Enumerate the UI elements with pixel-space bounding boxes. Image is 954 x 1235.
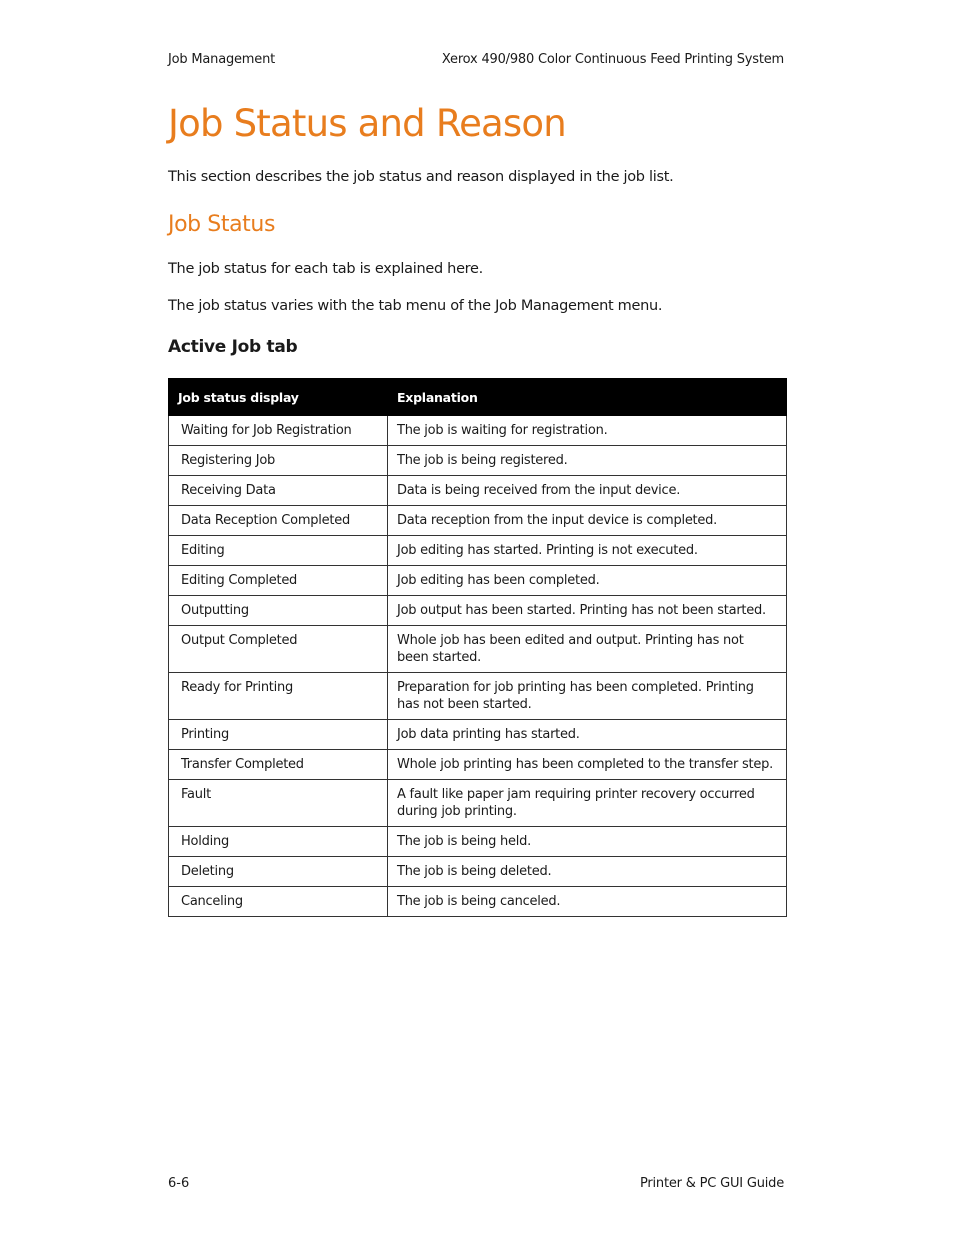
status-display-cell: Holding bbox=[169, 827, 388, 857]
section-paragraph-1: The job status for each tab is explained here. bbox=[168, 261, 483, 277]
table-row bbox=[169, 673, 787, 720]
explanation-cell: The job is waiting for registration. bbox=[388, 416, 787, 446]
status-display-cell: Waiting for Job Registration bbox=[169, 416, 388, 446]
status-display-cell: Editing bbox=[169, 536, 388, 566]
table-row bbox=[169, 446, 787, 476]
table-body bbox=[169, 416, 787, 917]
status-display-cell: Fault bbox=[169, 780, 388, 827]
explanation-cell: Job editing has started. Printing is not executed. bbox=[388, 536, 787, 566]
running-header-section: Job Management bbox=[168, 52, 276, 67]
status-display-cell: Ready for Printing bbox=[169, 673, 388, 720]
explanation-cell: The job is being canceled. bbox=[388, 887, 787, 917]
table-row bbox=[169, 750, 787, 780]
table-row bbox=[169, 780, 787, 827]
footer-guide-title: Printer & PC GUI Guide bbox=[639, 1176, 784, 1191]
explanation-cell: Job output has been started. Printing has not been started. bbox=[388, 596, 787, 626]
table-header-row bbox=[169, 379, 787, 416]
explanation-cell: Whole job printing has been completed to the transfer step. bbox=[388, 750, 787, 780]
status-display-cell: Registering Job bbox=[169, 446, 388, 476]
page-number: 6-6 bbox=[168, 1176, 190, 1191]
running-header-product: Xerox 490/980 Color Continuous Feed Printing System bbox=[441, 52, 784, 67]
status-display-cell: Editing Completed bbox=[169, 566, 388, 596]
table-row bbox=[169, 566, 787, 596]
table-row bbox=[169, 626, 787, 673]
page-title: Job Status and Reason bbox=[168, 102, 566, 145]
table-row bbox=[169, 506, 787, 536]
table-row bbox=[169, 536, 787, 566]
explanation-cell: Whole job has been edited and output. Printing has not been started. bbox=[388, 626, 787, 673]
explanation-cell: Job editing has been completed. bbox=[388, 566, 787, 596]
table-row bbox=[169, 416, 787, 446]
job-status-table bbox=[168, 378, 787, 917]
explanation-cell: The job is being held. bbox=[388, 827, 787, 857]
explanation-cell: Data is being received from the input device. bbox=[388, 476, 787, 506]
header-job-status-display: Job status display bbox=[169, 379, 388, 416]
section-paragraph-2: The job status varies with the tab menu of the Job Management menu. bbox=[168, 298, 663, 314]
status-display-cell: Transfer Completed bbox=[169, 750, 388, 780]
header-explanation: Explanation bbox=[388, 379, 787, 416]
explanation-cell: The job is being registered. bbox=[388, 446, 787, 476]
table-row bbox=[169, 887, 787, 917]
intro-paragraph: This section describes the job status and reason displayed in the job list. bbox=[168, 169, 674, 185]
status-display-cell: Printing bbox=[169, 720, 388, 750]
section-title: Job Status bbox=[168, 212, 276, 237]
explanation-cell: Data reception from the input device is completed. bbox=[388, 506, 787, 536]
subsection-title: Active Job tab bbox=[168, 337, 298, 357]
status-display-cell: Deleting bbox=[169, 857, 388, 887]
table-row bbox=[169, 596, 787, 626]
explanation-cell: Preparation for job printing has been completed. Printing has not been started. bbox=[388, 673, 787, 720]
table-row bbox=[169, 476, 787, 506]
table-row bbox=[169, 857, 787, 887]
status-display-cell: Receiving Data bbox=[169, 476, 388, 506]
status-display-cell: Data Reception Completed bbox=[169, 506, 388, 536]
explanation-cell: The job is being deleted. bbox=[388, 857, 787, 887]
table-row bbox=[169, 827, 787, 857]
explanation-cell: A fault like paper jam requiring printer recovery occurred during job printing. bbox=[388, 780, 787, 827]
status-display-cell: Canceling bbox=[169, 887, 388, 917]
explanation-cell: Job data printing has started. bbox=[388, 720, 787, 750]
status-display-cell: Output Completed bbox=[169, 626, 388, 673]
status-display-cell: Outputting bbox=[169, 596, 388, 626]
table-row bbox=[169, 720, 787, 750]
